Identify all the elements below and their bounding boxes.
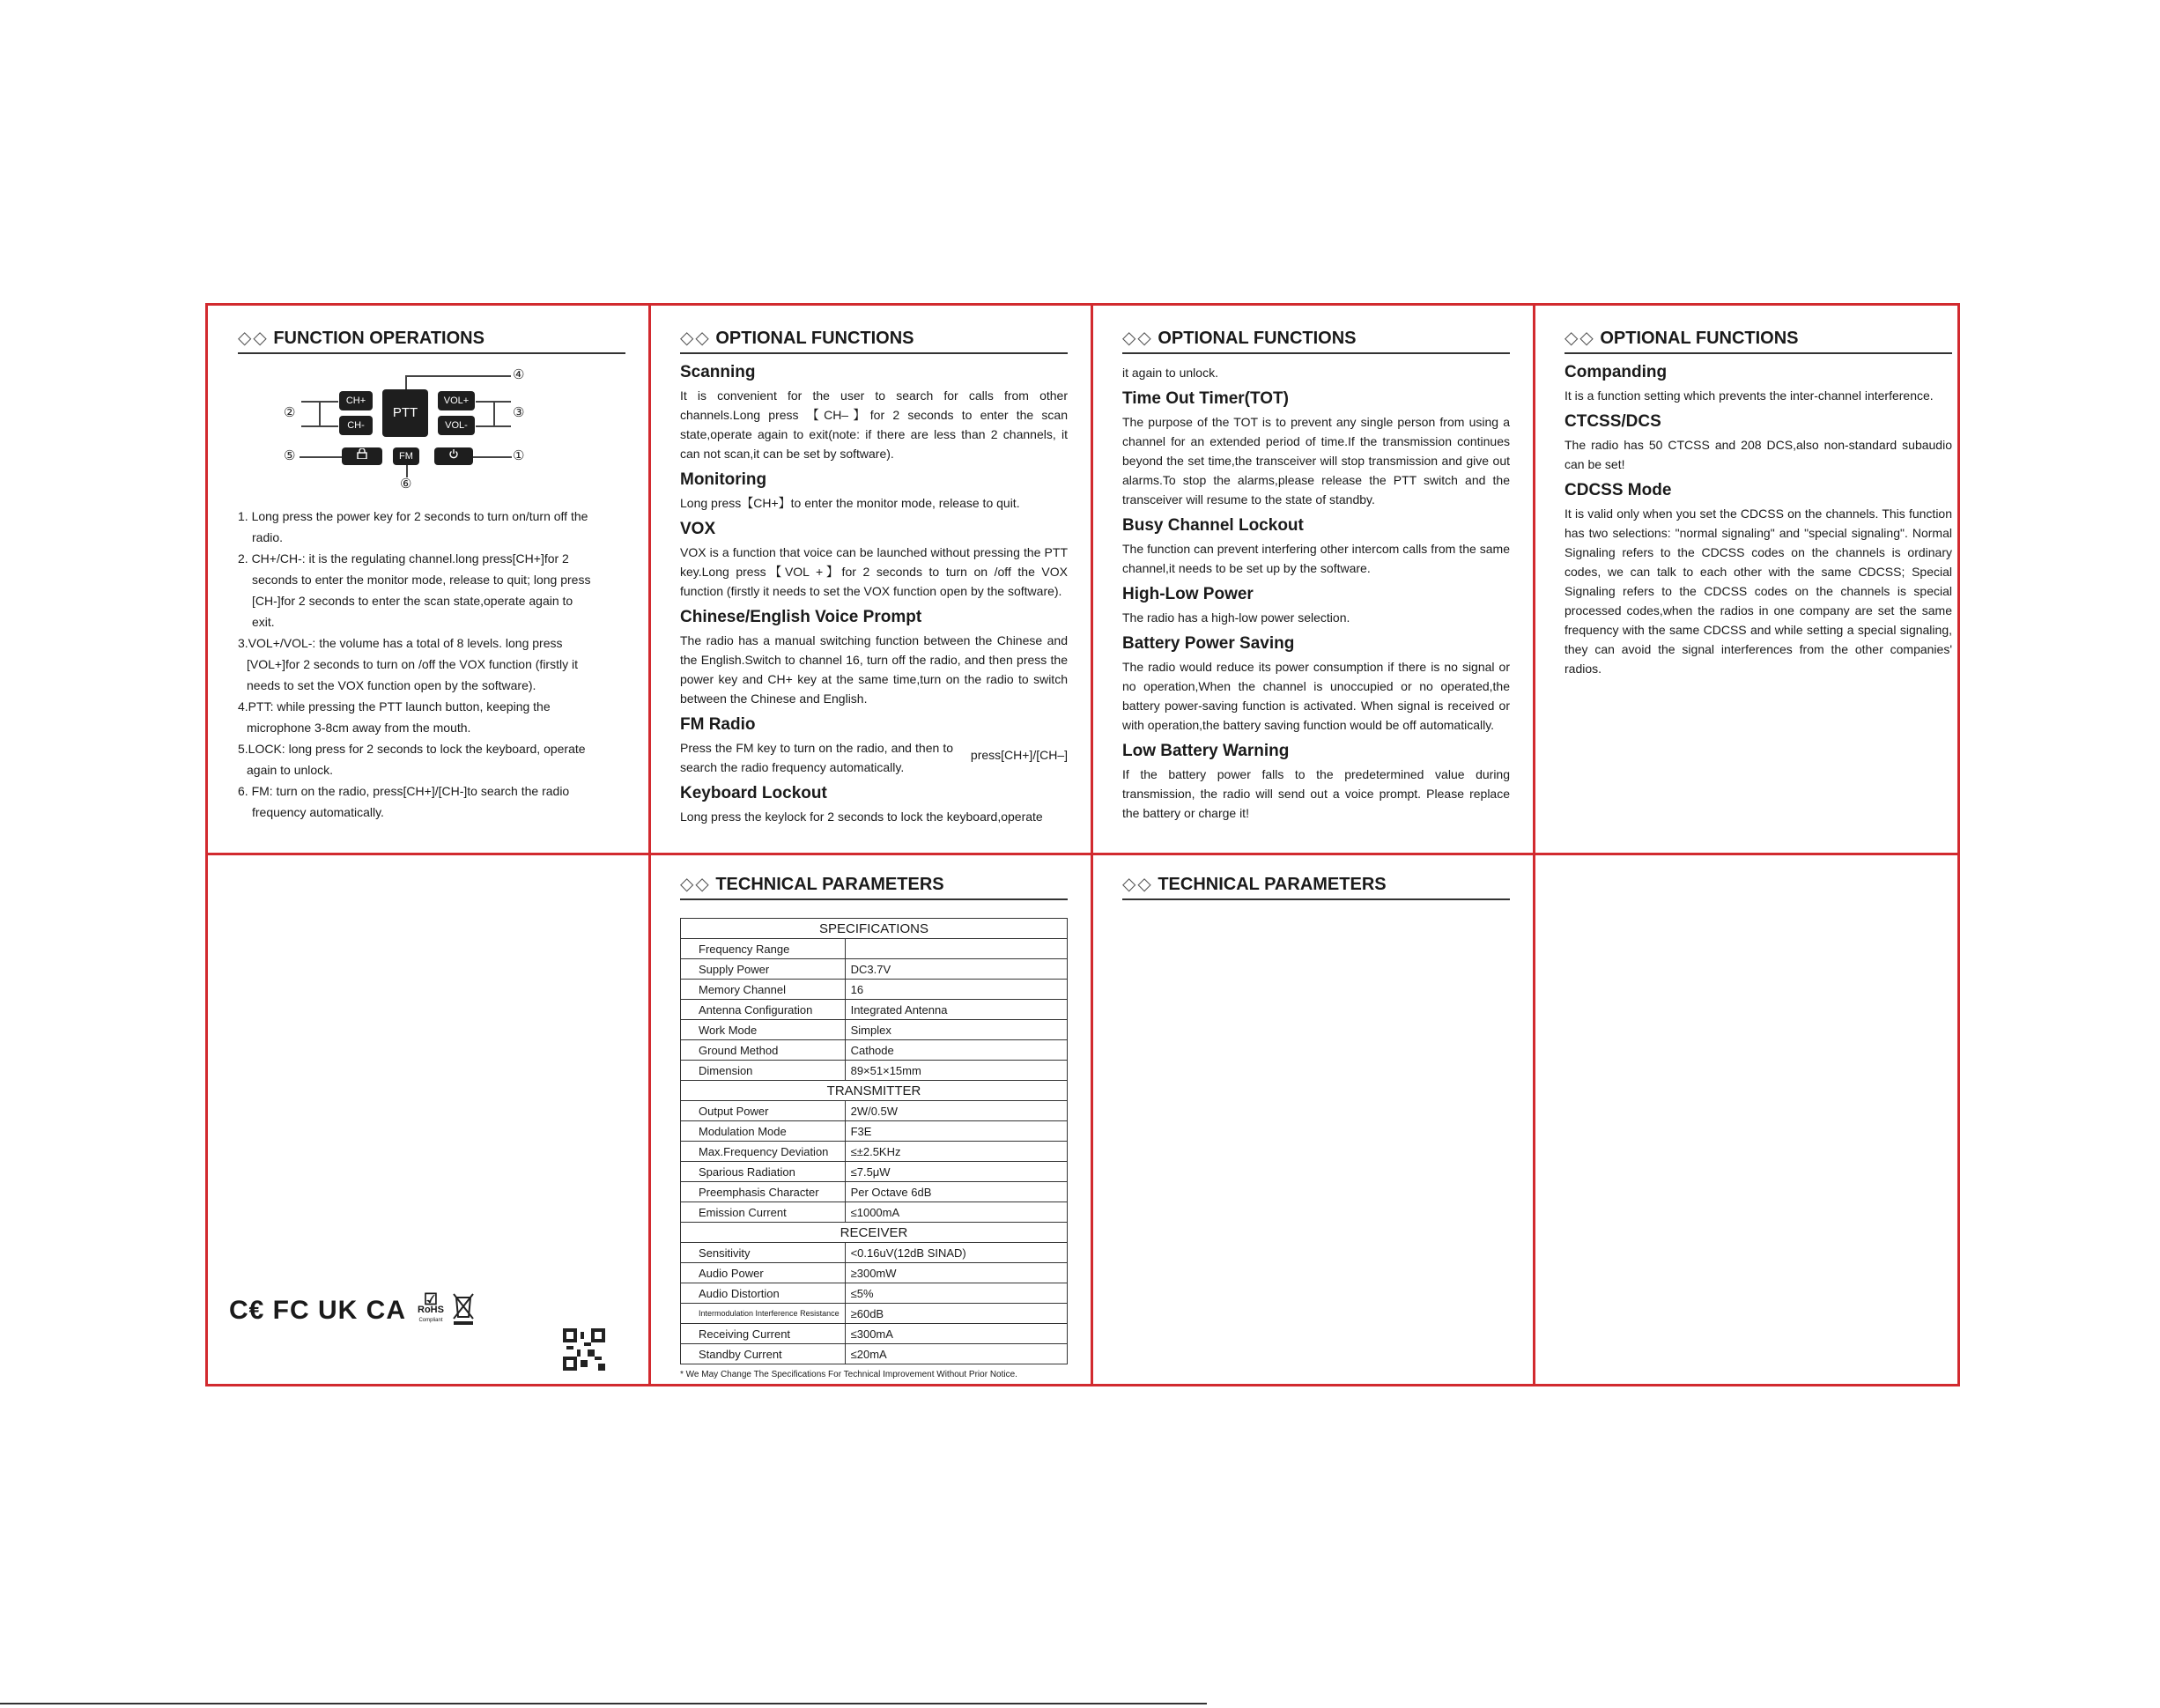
vol-minus-key: VOL- [438, 416, 475, 435]
rohs-sub-label: Compliant [418, 1318, 443, 1323]
panel-optional-functions-3 [1565, 327, 1952, 678]
table-row [681, 939, 1068, 959]
table-value: ≤5% [845, 1283, 1067, 1304]
rohs-mark [418, 1290, 444, 1326]
table-label: Standby Current [681, 1344, 846, 1364]
fm-radio-block [680, 738, 1068, 777]
table-label: Supply Power [681, 959, 846, 980]
table-label: Receiving Current [681, 1324, 846, 1344]
callout-5: ⑤ [284, 448, 296, 463]
title-diamonds: ◇◇ [1565, 329, 1595, 348]
panel-technical-parameters-2 [1122, 873, 1510, 909]
text-keyboard-lockout: Long press the keylock for 2 seconds to lock the keyboard,operate [680, 810, 1043, 824]
panel-function-operations [238, 327, 625, 823]
list-line: [VOL+]for 2 seconds to turn on /off the VOX function (firstly it [247, 657, 578, 671]
table-label: Memory Channel [681, 980, 846, 1000]
table-label: Audio Distortion [681, 1283, 846, 1304]
title-diamonds: ◇◇ [238, 329, 269, 348]
qr-code-icon [563, 1328, 605, 1371]
rohs-label: RoHS [418, 1305, 444, 1315]
list-line: 5.LOCK: long press for 2 seconds to lock the keyboard, operate [238, 742, 586, 756]
title-text: OPTIONAL FUNCTIONS [1158, 329, 1357, 348]
lock-icon [356, 448, 368, 459]
table-label: Output Power [681, 1101, 846, 1121]
panel-optional-functions-2 [1122, 327, 1510, 823]
list-line: seconds to enter the monitor mode, release to quit; long press [252, 573, 591, 587]
heading-tot: Time Out Timer(TOT) [1122, 389, 1289, 408]
callout-2: ② [284, 405, 296, 420]
table-label: Modulation Mode [681, 1121, 846, 1142]
leader-4b [405, 375, 511, 377]
panel-certifications [208, 855, 648, 1384]
text-fm-radio-keys: press[CH+]/[CH–] [970, 748, 1068, 762]
panel-optional-functions-1 [680, 327, 1068, 826]
panel-technical-parameters [680, 873, 1068, 1379]
title-text: FUNCTION OPERATIONS [273, 329, 485, 348]
text-continued: it again to unlock. [1122, 366, 1218, 380]
heading-fm-radio: FM Radio [680, 715, 756, 734]
heading-keyboard-lockout: Keyboard Lockout [680, 784, 827, 802]
section-title [1565, 327, 1952, 354]
table-value: ≤7.5μW [845, 1162, 1067, 1182]
leader-5 [300, 456, 342, 458]
text-companding: It is a function setting which prevents the inter-channel interference. [1565, 388, 1934, 403]
table-section-row [681, 919, 1068, 939]
table-row [681, 1142, 1068, 1162]
title-diamonds: ◇◇ [1122, 875, 1153, 894]
table-value [845, 939, 1067, 959]
section-title [1122, 327, 1510, 354]
table-label: Sparious Radiation [681, 1162, 846, 1182]
heading-high-low-power: High-Low Power [1122, 585, 1254, 603]
table-value: ≤300mA [845, 1324, 1067, 1344]
heading-battery-saving: Battery Power Saving [1122, 634, 1295, 653]
section-title [680, 873, 1068, 900]
text-battery-saving: The radio would reduce its power consumption if there is no signal or no operation,When the channel is unoccupied or no operated,the battery power-saving function is activated. When signal is received or with operation,the battery saving function would be off automatically. [1122, 660, 1510, 732]
table-section-row [681, 1081, 1068, 1101]
table-row [681, 1202, 1068, 1223]
table-row [681, 1283, 1068, 1304]
section-title [238, 327, 625, 354]
title-diamonds: ◇◇ [680, 329, 711, 348]
table-value: 89×51×15mm [845, 1061, 1067, 1081]
table-section-header: SPECIFICATIONS [681, 919, 1068, 939]
leader-3c [493, 401, 495, 426]
power-icon [448, 448, 459, 459]
ptt-key: PTT [382, 389, 428, 437]
table-row [681, 980, 1068, 1000]
table-label: Sensitivity [681, 1243, 846, 1263]
callout-6: ⑥ [400, 477, 412, 492]
text-scanning: It is convenient for the user to search for calls from other channels.Long press 【CH–】for 2 seconds to enter the scan state,operate again to exit(note: if there are less than 2 channels, it can not scan,it can be set by software). [680, 388, 1068, 461]
heading-busy-channel: Busy Channel Lockout [1122, 516, 1304, 535]
specification-note: * We May Change The Specifications For Technical Improvement Without Prior Notice. [680, 1370, 1017, 1379]
ch-minus-key: CH- [339, 416, 373, 435]
list-line: 3.VOL+/VOL-: the volume has a total of 8 levels. long press [238, 636, 563, 650]
heading-scanning: Scanning [680, 363, 756, 381]
list-line: 2. CH+/CH-: it is the regulating channel.long press[CH+]for 2 [238, 551, 569, 566]
specifications-table [680, 918, 1068, 1364]
table-row [681, 1121, 1068, 1142]
text-high-low-power: The radio has a high-low power selection. [1122, 610, 1350, 625]
crossed-bin-icon [451, 1290, 476, 1326]
table-row [681, 1040, 1068, 1061]
table-row [681, 1000, 1068, 1020]
section-title [1122, 873, 1510, 900]
text-voice-prompt: The radio has a manual switching function between the Chinese and the English.Switch to channel 16, turn off the radio, and then press the power key and CH+ key at the same time,turn on the radio to switch between the Chinese and English. [680, 633, 1068, 706]
title-text: OPTIONAL FUNCTIONS [1600, 329, 1799, 348]
table-label: Dimension [681, 1061, 846, 1081]
table-row [681, 1324, 1068, 1344]
text-busy-channel: The function can prevent interfering other intercom calls from the same channel,it needs to be set up by the software. [1122, 542, 1510, 575]
text-monitoring: Long press【CH+】to enter the monitor mode, release to quit. [680, 496, 1020, 510]
text-fm-radio: Press the FM key to turn on the radio, and then to search the radio frequency automatically. [680, 741, 953, 774]
title-text: OPTIONAL FUNCTIONS [715, 329, 914, 348]
table-label: Emission Current [681, 1202, 846, 1223]
heading-cdcss: CDCSS Mode [1565, 481, 1672, 499]
table-value: 16 [845, 980, 1067, 1000]
table-value: F3E [845, 1121, 1067, 1142]
divider-2 [1091, 306, 1093, 1384]
list-line: microphone 3-8cm away from the mouth. [247, 721, 471, 735]
table-row [681, 1101, 1068, 1121]
text-tot: The purpose of the TOT is to prevent any single person from using a channel for an extended period of time.If the transmission continues beyond the set time,the transceiver will stop transmission and give out alarms.To stop the alarms,please release the PTT switch and the transceiver will resume to the state of standby. [1122, 415, 1510, 506]
list-line: frequency automatically. [252, 805, 384, 819]
callout-1: ① [513, 448, 525, 463]
table-row [681, 1182, 1068, 1202]
title-diamonds: ◇◇ [1122, 329, 1153, 348]
table-row [681, 1304, 1068, 1324]
table-value: 2W/0.5W [845, 1101, 1067, 1121]
heading-monitoring: Monitoring [680, 470, 767, 489]
table-value: DC3.7V [845, 959, 1067, 980]
title-text: TECHNICAL PARAMETERS [715, 875, 944, 894]
table-value: ≤20mA [845, 1344, 1067, 1364]
table-value: ≤1000mA [845, 1202, 1067, 1223]
divider-1 [648, 306, 651, 1384]
title-diamonds: ◇◇ [680, 875, 711, 894]
title-text: TECHNICAL PARAMETERS [1158, 875, 1387, 894]
check-icon: ☑ [423, 1290, 439, 1308]
key-diagram [238, 363, 625, 495]
table-label: Max.Frequency Deviation [681, 1142, 846, 1162]
list-line: 6. FM: turn on the radio, press[CH+]/[CH-]to search the radio [238, 784, 570, 798]
ch-plus-key: CH+ [339, 391, 373, 410]
fm-key: FM [393, 447, 419, 465]
table-row [681, 1344, 1068, 1364]
table-value: Cathode [845, 1040, 1067, 1061]
operation-list [238, 506, 625, 823]
list-line: 4.PTT: while pressing the PTT launch button, keeping the [238, 699, 551, 714]
bottom-edge-line [0, 1703, 1207, 1704]
table-value: Integrated Antenna [845, 1000, 1067, 1020]
table-value: Per Octave 6dB [845, 1182, 1067, 1202]
leader-4a [405, 375, 407, 389]
table-label: Antenna Configuration [681, 1000, 846, 1020]
text-ctcss: The radio has 50 CTCSS and 208 DCS,also non-standard subaudio can be set! [1565, 438, 1952, 471]
leader-2c [319, 401, 321, 426]
callout-3: ③ [513, 405, 525, 420]
table-row [681, 1162, 1068, 1182]
heading-vox: VOX [680, 520, 716, 538]
power-key [434, 447, 473, 465]
list-line: [CH-]for 2 seconds to enter the scan state,operate again to [252, 594, 573, 608]
table-row [681, 1243, 1068, 1263]
list-line: 1. Long press the power key for 2 seconds to turn on/turn off the [238, 509, 588, 523]
table-row [681, 1020, 1068, 1040]
vol-plus-key: VOL+ [438, 391, 475, 410]
list-line: needs to set the VOX function open by the software). [247, 678, 536, 692]
list-line: again to unlock. [247, 763, 334, 777]
section-title [680, 327, 1068, 354]
table-value: ≥60dB [845, 1304, 1067, 1324]
table-label: Preemphasis Character [681, 1182, 846, 1202]
lock-key [342, 447, 382, 465]
heading-ctcss: CTCSS/DCS [1565, 412, 1661, 431]
heading-voice-prompt: Chinese/English Voice Prompt [680, 608, 922, 626]
table-label: Frequency Range [681, 939, 846, 959]
text-cdcss: It is valid only when you set the CDCSS on the channels. This function has two selections: "normal signaling" and "special signaling". Normal Signaling refers to the CDCSS codes on the channels is ordinary codes, we can talk to each other with the same CDCSS; Special Signaling refers to the CDCSS codes on the channels is special processed codes,when the radios in one company are set the same frequency with the same CDCSS and while setting a special signaling, they can avoid the signal interferences from the other companies' radios. [1565, 506, 1952, 676]
heading-low-battery: Low Battery Warning [1122, 742, 1290, 760]
leader-1 [473, 456, 512, 458]
table-value: Simplex [845, 1020, 1067, 1040]
heading-companding: Companding [1565, 363, 1668, 381]
manual-sheet [205, 303, 1960, 1386]
table-label: Intermodulation Interference Resistance [681, 1304, 846, 1324]
certification-marks: C€ FC UK CA [229, 1296, 407, 1325]
table-row [681, 1061, 1068, 1081]
table-value: ≥300mW [845, 1263, 1067, 1283]
table-row [681, 1263, 1068, 1283]
table-label: Work Mode [681, 1020, 846, 1040]
divider-3 [1533, 306, 1535, 1384]
text-low-battery: If the battery power falls to the predetermined value during transmission, the radio will send out a voice prompt. Please replace the battery or charge it! [1122, 767, 1510, 820]
list-line: radio. [252, 530, 284, 544]
table-value: <0.16uV(12dB SINAD) [845, 1243, 1067, 1263]
list-line: exit. [252, 615, 275, 629]
callout-4: ④ [513, 367, 525, 382]
table-label: Audio Power [681, 1263, 846, 1283]
table-section-header: TRANSMITTER [681, 1081, 1068, 1101]
table-section-row [681, 1223, 1068, 1243]
text-vox: VOX is a function that voice can be launched without pressing the PTT key.Long press【VOL +】for 2 seconds to turn on /off the VOX function (firstly it needs to set the VOX function open by the software). [680, 545, 1068, 598]
table-value: ≤±2.5KHz [845, 1142, 1067, 1162]
table-label: Ground Method [681, 1040, 846, 1061]
table-section-header: RECEIVER [681, 1223, 1068, 1243]
table-row [681, 959, 1068, 980]
